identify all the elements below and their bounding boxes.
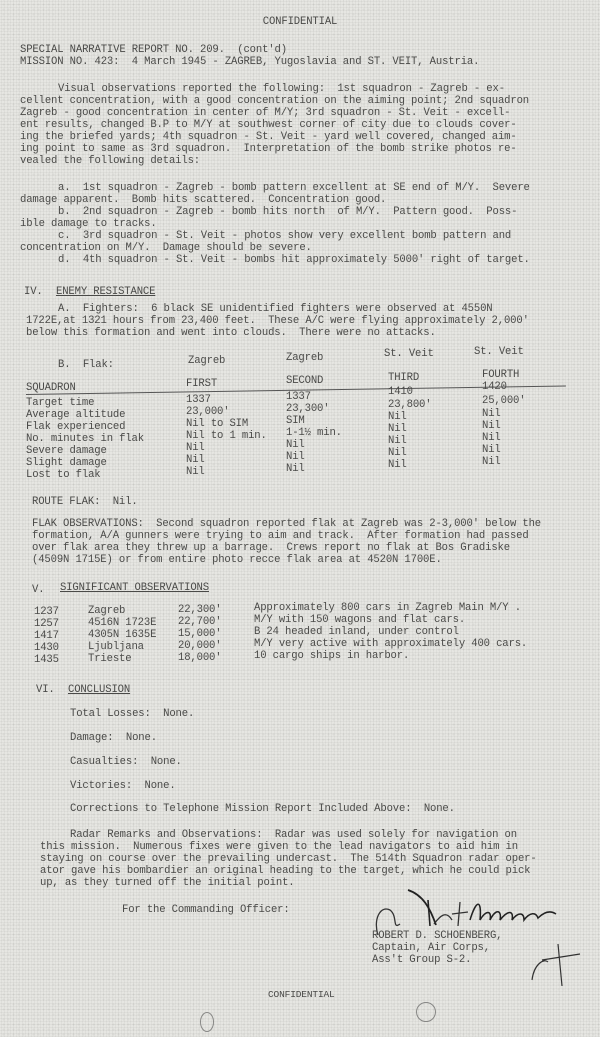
flak-cell: Nil [186,466,205,478]
flak-row-label: Lost to flak [26,469,101,481]
obs-note: Approximately 800 cars in Zagreb Main M/Y . [254,602,521,614]
report-title: SPECIAL NARRATIVE REPORT NO. 209. (cont'd) [20,44,287,56]
obs-place: Ljubljana [88,641,144,653]
fighters-line: A. Fighters: 6 black SE unidentified fighters were observed at 4550N [58,303,493,315]
for-commanding-officer: For the Commanding Officer: [122,904,290,916]
flak-cell: Nil [482,456,501,468]
detail-a-line2: damage apparent. Bomb hits scattered. Concentration good. [20,194,387,206]
flak-cell: Nil [482,444,501,456]
intro-line: vealed the following details: [20,155,201,167]
radar-line: up, as they turned off the initial point. [40,877,295,889]
flak-cell: 1410 [388,386,413,398]
obs-alt: 22,300' [178,604,222,616]
section-vi-title: CONCLUSION [68,684,131,696]
flak-observations-line: FLAK OBSERVATIONS: Second squadron reported flak at Zagreb was 2-3,000' below the [32,518,541,530]
radar-line: ator gave his bombardier an original heading to the target, which he could pick [40,865,531,877]
flak-cell: Nil [388,411,407,423]
flak-cell: Nil [286,451,305,463]
detail-d-line1: d. 4th squadron - St. Veit - bombs hit approximately 5000' right of target. [58,254,530,266]
flak-observations-line: formation, A/A gunners were trying to aim and track. After formation had passed [32,530,529,542]
obs-place: Trieste [88,653,132,665]
signatory-rank: Captain, Air Corps, [372,942,490,954]
initials-mark [528,940,588,990]
obs-note: M/Y very active with approximately 400 cars. [254,638,528,650]
obs-time: 1435 [34,654,59,666]
intro-line: cellent concentration, with a good concentration on the aiming point; 2nd squadron [20,95,529,107]
flak-cell: 23,300' [286,403,330,415]
radar-line: Radar Remarks and Observations: Radar was used solely for navigation on [70,829,517,841]
flak-observations-line: (4509N 1715E) or from entire photo recce flak area at 4520N 1700E. [32,554,442,566]
detail-b-line2: ible damage to tracks. [20,218,157,230]
flak-cell: Nil [388,447,407,459]
flak-row-label: Severe damage [26,445,107,457]
flak-row-label: Flak experienced [26,421,126,433]
corrections-line: Corrections to Telephone Mission Report Included Above: None. [70,803,455,815]
obs-alt: 22,700' [178,616,222,628]
flak-cell: SIM [286,415,305,427]
obs-place: 4516N 1723E [88,617,157,629]
detail-b-line1: b. 2nd squadron - Zagreb - bomb hits north of M/Y. Pattern good. Poss- [58,206,518,218]
flak-header-second: SECOND [286,375,324,387]
intro-line: ent results, changed B.P to M/Y at southwest corner of city due to clouds cover- [20,119,517,131]
flak-cell: Nil [286,463,305,475]
flak-row-label: Average altitude [26,409,126,421]
flak-observations-line: over flak area they threw up a barrage. Crews report no flak at Bos Gradiske [32,542,510,554]
flak-cell: 1-1½ min. [286,427,342,439]
obs-note: 10 cargo ships in harbor. [254,650,410,662]
mission-line: MISSION NO. 423: 4 March 1945 - ZAGREB, Yugoslavia and ST. VEIT, Austria. [20,56,480,68]
detail-c-line1: c. 3rd squadron - St. Veit - photos show very excellent bomb pattern and [58,230,512,242]
flak-cell: Nil [388,435,407,447]
signatory-role: Ass't Group S-2. [372,954,472,966]
flak-row-label: Target time [26,397,95,409]
section-v-number: V. [32,584,45,596]
detail-c-line2: concentration on M/Y. Damage should be severe. [20,242,312,254]
intro-line: Visual observations reported the following: 1st squadron - Zagreb - ex- [58,83,505,95]
detail-a-line1: a. 1st squadron - Zagreb - bomb pattern excellent at SE end of M/Y. Severe [58,182,530,194]
section-v-title: SIGNIFICANT OBSERVATIONS [60,582,209,594]
intro-line: ing the briefed yards; 4th squadron - St. Veit - yard well covered, changed aim- [20,131,517,143]
radar-line: this mission. Numerous fixes were given to the lead navigators to aid him in [40,841,518,853]
obs-time: 1430 [34,642,59,654]
flak-cell: Nil [482,408,501,420]
fighters-line: below this formation and went into clouds. There were no attacks. [26,327,436,339]
classification-top: CONFIDENTIAL [262,16,338,28]
punch-hole-mark [200,1012,214,1032]
obs-time: 1257 [34,618,59,630]
classification-bottom: CONFIDENTIAL [268,989,335,1000]
section-vi-number: VI. [36,684,55,696]
flak-cell: Nil [186,454,205,466]
flak-header-fourth: FOURTH [482,369,520,381]
flak-target-4: St. Veit [474,346,524,358]
flak-header-squadron: SQUADRON [26,382,76,394]
flak-cell: Nil [388,459,407,471]
conclusion-victories: Victories: None. [70,780,176,792]
flak-header-first: FIRST [186,378,218,390]
radar-line: staying on course over the prevailing undercast. The 514th Squadron radar oper- [40,853,537,865]
flak-cell: 1337 [286,391,311,403]
flak-cell: 25,000' [482,395,526,407]
flak-cell: Nil [286,439,305,451]
signatory-name: ROBERT D. SCHOENBERG, [372,930,503,942]
obs-alt: 15,000' [178,628,222,640]
flak-target-1: Zagreb [188,355,226,367]
flak-cell: Nil to 1 min. [186,430,267,442]
section-iv-number: IV. [24,286,43,298]
flak-header-third: THIRD [388,372,420,384]
flak-cell: Nil [186,442,205,454]
intro-line: Zagreb - good concentration in center of M/Y; 3rd squadron - St. Veit - excell- [20,107,511,119]
section-iv-title: ENEMY RESISTANCE [56,286,156,298]
flak-cell: Nil [388,423,407,435]
flak-row-label: No. minutes in flak [26,433,144,445]
obs-alt: 20,000' [178,640,222,652]
obs-place: Zagreb [88,605,126,617]
conclusion-damage: Damage: None. [70,732,157,744]
obs-time: 1237 [34,606,59,618]
intro-line: ing point to same as 3rd squadron. Interpretation of the bomb strike photos re- [20,143,517,155]
flak-cell: Nil to SIM [186,418,249,430]
flak-cell: 23,800' [388,399,432,411]
flak-cell: 1420 [482,381,507,393]
conclusion-casualties: Casualties: None. [70,756,182,768]
flak-label: B. Flak: [58,359,114,371]
flak-target-3: St. Veit [384,348,434,360]
ink-stamp-mark [416,1002,436,1022]
conclusion-total-losses: Total Losses: None. [70,708,195,720]
obs-place: 4305N 1635E [88,629,157,641]
flak-target-2: Zagreb [286,352,324,364]
obs-alt: 18,000' [178,652,222,664]
flak-cell: Nil [482,420,501,432]
fighters-line: 1722E,at 1321 hours from 23,400 feet. These A/C were flying approximately 2,000' [26,315,529,327]
flak-cell: Nil [482,432,501,444]
flak-cell: 1337 [186,394,211,406]
obs-time: 1417 [34,630,59,642]
obs-note: M/Y with 150 wagons and flat cars. [254,614,466,626]
route-flak: ROUTE FLAK: Nil. [32,496,138,508]
obs-note: B 24 headed inland, under control [254,626,459,638]
flak-row-label: Slight damage [26,457,107,469]
flak-cell: 23,000' [186,406,230,418]
